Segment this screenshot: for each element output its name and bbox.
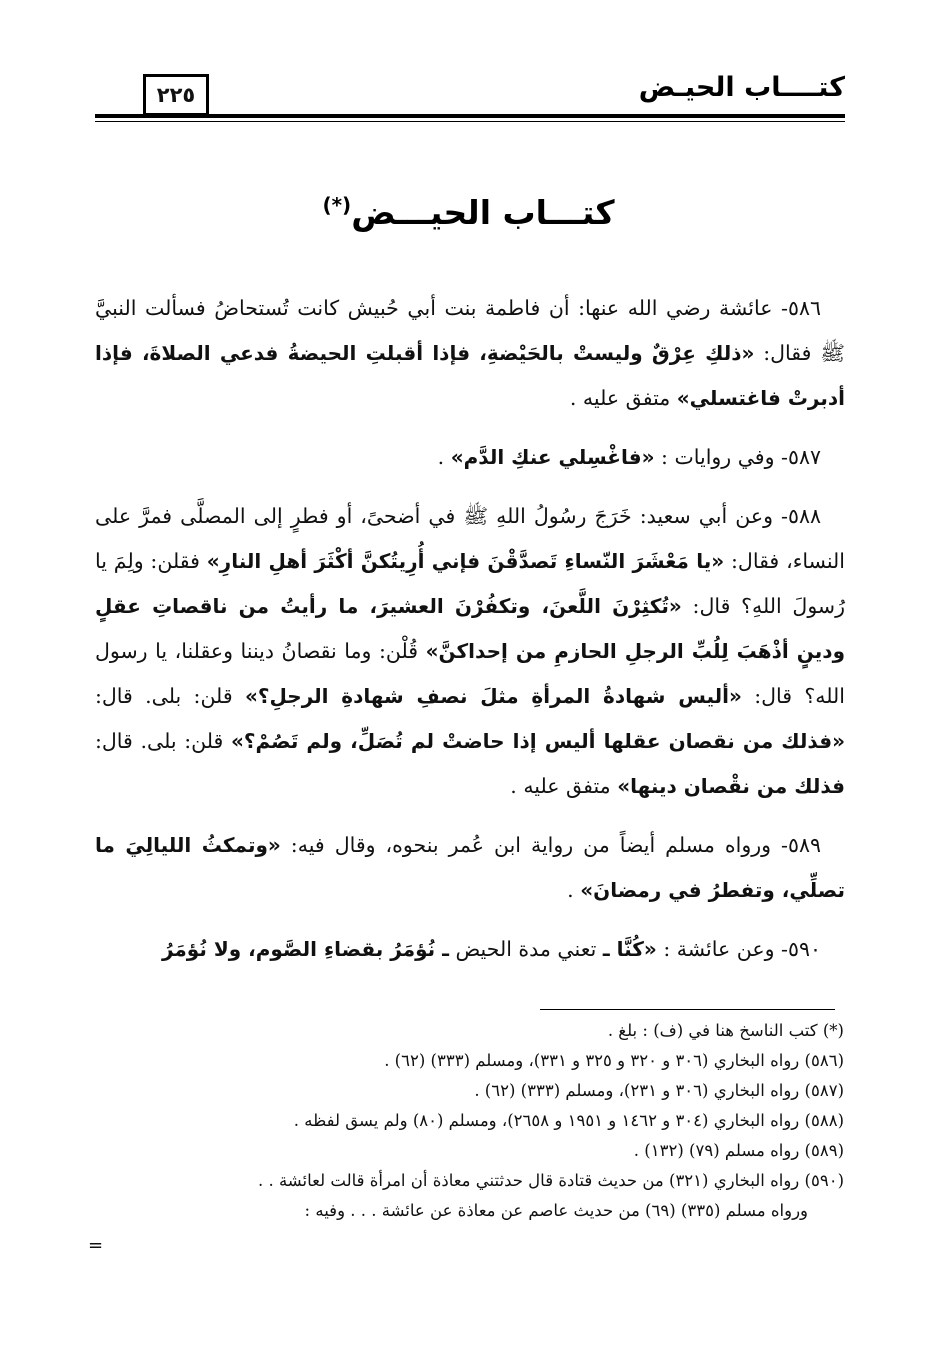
chapter-title bbox=[0, 193, 937, 232]
narration-text: عائشة رضي الله عنها: أن فاطمة بنت أبي حُبيش كانت تُستحاضُ فسألت النبيَّ ﷺ فقال: bbox=[95, 296, 846, 365]
narration-text: فقلن: ولِمَ يا رُسولَ اللهِ؟ قال: bbox=[95, 549, 845, 618]
chapter-title-text: كتـــاب الحيـــض bbox=[351, 193, 615, 232]
narration-text: قلن: بلى. قال: bbox=[95, 729, 231, 753]
footnote: ورواه مسلم (٣٣٥) (٦٩) من حديث عاصم عن معاذة عن عائشة . . . وفيه : bbox=[304, 1201, 808, 1220]
footnote: (٥٨٨) رواه البخاري (٣٠٤ و ١٤٦٢ و ١٩٥١ و ٢٦٥٨)، ومسلم (٨٠) ولم يسق لفظه . bbox=[293, 1111, 844, 1130]
hadith-number: ٥٨٧- bbox=[774, 445, 821, 469]
quoted-text: «كُنَّا ـ bbox=[602, 937, 657, 961]
hadith-paragraph bbox=[95, 435, 845, 480]
footnote: (٥٨٩) رواه مسلم (٧٩) (١٣٢) . bbox=[633, 1141, 844, 1160]
narration-text: ورواه مسلم أيضاً من رواية ابن عُمر بنحوه، وقال فيه: bbox=[280, 833, 772, 857]
quoted-text: «يا مَعْشَرَ النّساءِ تَصدَّقْنَ فإني أُرِيتُكنَّ أكْثَرَ أهلِ النارِ» bbox=[206, 549, 725, 573]
running-header bbox=[95, 70, 845, 126]
hadith-paragraph bbox=[95, 494, 845, 809]
chapter-footnote-mark: (*) bbox=[322, 193, 352, 217]
quoted-text: «ذلكِ عِرْقٌ وليستْ بالحَيْضةِ، فإذا أقبلتِ الحيضةُ فدعي الصلاةَ، فإذا أدبرتْ فاغتسلي» bbox=[95, 341, 845, 410]
narration-text: تعني مدة الحيض bbox=[448, 937, 603, 961]
footnote-separator bbox=[540, 1009, 835, 1010]
quoted-text: فذلك من نقْصان دينها» bbox=[617, 774, 845, 798]
footnote: (٥٨٧) رواه البخاري (٣٠٦ و ٢٣١)، ومسلم (٣٣٣) (٦٢) . bbox=[474, 1081, 844, 1100]
narration-text: وعن عائشة : bbox=[656, 937, 775, 961]
hadith-number: ٥٨٨- bbox=[772, 504, 821, 528]
page-number: ٢٢٥ bbox=[143, 74, 209, 116]
hadith-number: ٥٩٠- bbox=[774, 937, 821, 961]
footnote: (٥٩٠) رواه البخاري (٣٢١) من حديث قتادة قال حدثتني معاذة أن امرأة قالت لعائشة . . bbox=[257, 1171, 844, 1190]
hadith-paragraph bbox=[95, 286, 845, 421]
narration-text: . bbox=[567, 878, 581, 902]
continuation-mark: = bbox=[88, 1235, 104, 1256]
hadith-number: ٥٨٩- bbox=[771, 833, 821, 857]
narration-text: متفق عليه . bbox=[569, 386, 677, 410]
narration-text: قلن: بلى. قال: bbox=[95, 684, 245, 708]
footnote: (*) كتب الناسخ هنا في (ف) : بلغ . bbox=[607, 1021, 844, 1040]
narration-text: وفي روايات : bbox=[654, 445, 775, 469]
hadith-paragraph bbox=[95, 823, 845, 913]
hadith-text bbox=[95, 286, 845, 986]
hadith-paragraph bbox=[95, 927, 845, 972]
narration-text: وعن أبي سعيد: خَرَجَ رسُولُ اللهِ ﷺ في أضحىً، أو فطرٍ إلى المصلَّى فمرَّ على النساء، فقال: bbox=[95, 504, 846, 573]
narration-text: قُلْن: وما نقصانُ ديننا وعقلنا، يا رسول الله؟ قال: bbox=[95, 639, 845, 708]
footnote: (٥٨٦) رواه البخاري (٣٠٦ و ٣٢٠ و ٣٢٥ و ٣٣١)، ومسلم (٣٣٣) (٦٢) . bbox=[384, 1051, 844, 1070]
header-rule-thin bbox=[95, 121, 845, 122]
hadith-number: ٥٨٦- bbox=[772, 296, 821, 320]
quoted-text: ـ نُؤمَرُ بقضاءِ الصَّوم، ولا نُؤمَرُ bbox=[161, 937, 449, 961]
narration-text: . bbox=[437, 445, 451, 469]
quoted-text: «وتمكثُ الليالِيَ ما تصلِّي، وتفطرُ في رمضانَ» bbox=[95, 833, 845, 902]
narration-text: متفق عليه . bbox=[510, 774, 618, 798]
quoted-text: «فذلك من نقصان عقلها أليس إذا حاضتْ لم تُصَلِّ، ولم تَصُمْ؟» bbox=[230, 729, 845, 753]
footnotes bbox=[95, 1016, 850, 1226]
quoted-text: «تُكثِرْنَ اللَّعنَ، وتكفُرْنَ العشيرَ، ما رأيتُ من ناقصاتِ عقلٍ ودينٍ أذْهَبَ لِلُبِّ الرجلِ الحازمِ من إحداكنَّ» bbox=[95, 594, 846, 663]
quoted-text: «أليس شهادةُ المرأةِ مثلَ نصفِ شهادةِ الرجلِ؟» bbox=[244, 684, 742, 708]
running-title: كتــــاب الحيـض bbox=[638, 72, 845, 103]
quoted-text: «فاغْسِلي عنكِ الدَّم» bbox=[450, 445, 655, 469]
